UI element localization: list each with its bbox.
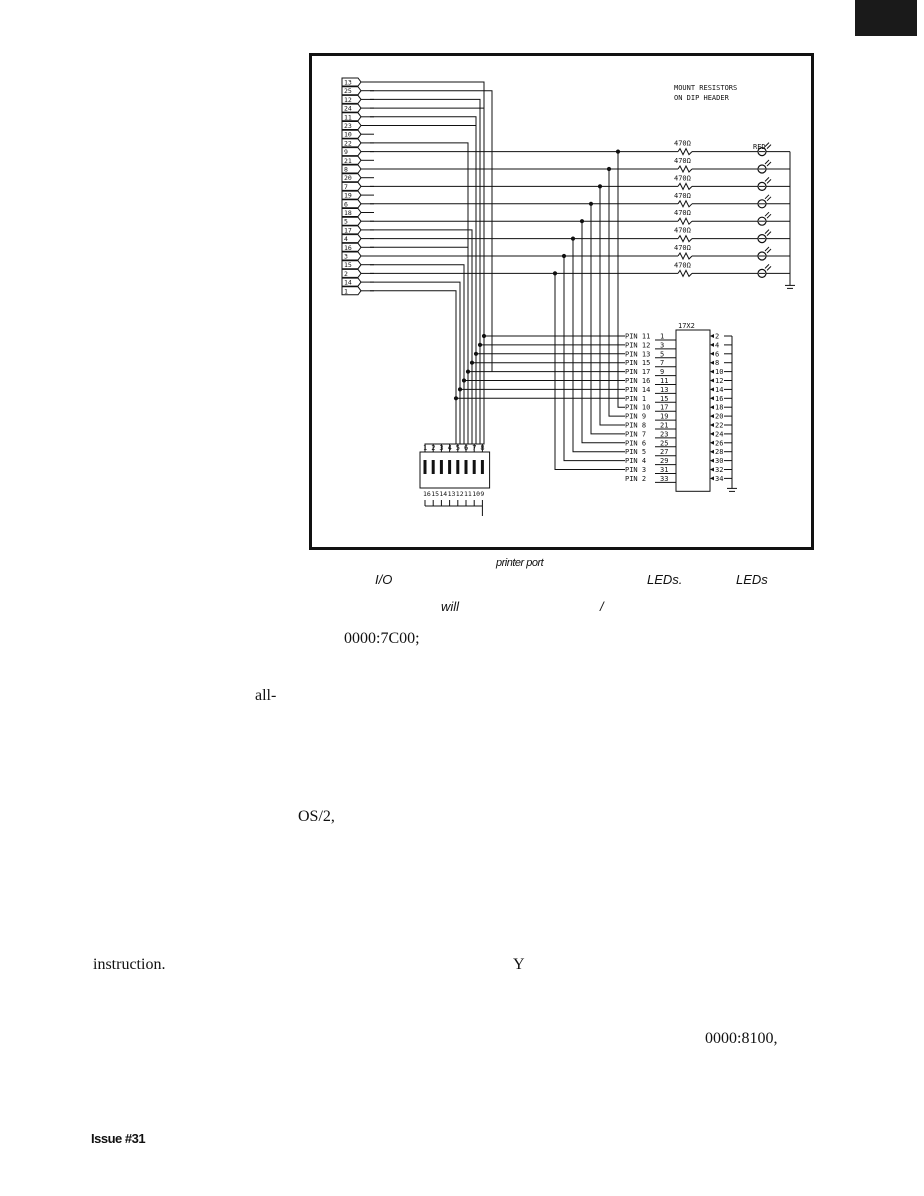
header-left-label: PIN 4 [625,457,647,466]
dip-switch-lever [456,460,459,474]
led-arrow [765,230,769,234]
connector-pin-number: 21 [344,156,352,165]
header-pin-tick [710,476,714,480]
resistor-value-label: 470Ω [674,139,691,148]
connector-pin-number: 7 [344,182,348,191]
connector-pin-number: 24 [344,104,352,113]
resistor-value-label: 470Ω [674,226,691,235]
led-arrow [765,264,769,268]
dip-bottom-number: 14 [439,490,448,498]
connector-pin-number: 13 [344,78,352,87]
header-left-label: PIN 10 [625,403,651,412]
caption-leds-2: LEDs [736,572,768,587]
header-pin-tick [710,361,714,365]
resistor [678,236,692,242]
header-left-label: PIN 8 [625,421,647,430]
connector-pin-number: 25 [344,87,352,96]
dip-bottom-number: 13 [447,490,456,498]
led-arrow [765,247,769,251]
junction-dot [478,343,481,346]
connector-pin-number: 6 [344,200,348,209]
header-left-label: PIN 7 [625,430,647,439]
junction-dot [470,361,473,364]
dip-switch-lever [481,460,484,474]
text-all: all- [255,687,277,704]
connector-pin-number: 3 [344,252,348,261]
dip-header-17x2 [625,330,737,491]
resistor [678,253,692,259]
led-arrow [767,214,771,218]
dip-switch [420,444,490,516]
header-pin-tick [710,387,714,391]
dip-switch-lever [440,460,443,474]
header-pin-tick [710,459,714,463]
dip-top-number: 1 [423,444,428,452]
header-odd-number: 13 [660,385,669,394]
header-type-label: 17X2 [678,322,695,330]
led-arrow [767,249,771,253]
resistor-value-label: 470Ω [674,261,691,270]
connector-pin-number: 17 [344,226,352,235]
header-left-label: PIN 15 [625,359,651,368]
control-line [370,143,468,398]
header-left-label: PIN 9 [625,412,647,421]
dip-top-number: 3 [439,444,444,452]
dip-bottom-number: 10 [472,490,481,498]
header-pin-tick [710,468,714,472]
schematic-text-layer [674,84,766,330]
resistor-value-label: 470Ω [674,157,691,165]
input-line [370,265,469,452]
header-odd-number: 31 [660,466,669,474]
header-left-label: PIN 3 [625,466,647,474]
header-left-label: PIN 1 [625,394,647,403]
connector-pin-number: 5 [344,217,348,226]
mount-note-line1: MOUNT RESISTORS [674,84,738,92]
connector-pin-number: 20 [344,174,352,183]
dip-bottom-number: 9 [480,490,485,498]
header-pin-tick [710,396,714,400]
dip-top-number: 6 [464,444,469,452]
dip-top-number: 7 [472,444,477,452]
caption-slash: / [600,599,604,614]
header-pin-tick [710,423,714,427]
header-odd-number: 1 [660,332,665,341]
schematic-svg [312,56,811,547]
junction-dot [462,379,465,382]
data-to-header [618,152,625,408]
led-color-label: RED [753,143,766,151]
corner-logo-block [855,0,917,36]
dip-top-number: 5 [455,444,461,452]
resistor [678,218,692,224]
input-line [370,230,472,452]
connector-pin-number: 19 [344,191,352,200]
footer-issue-number: Issue #31 [91,1131,146,1146]
text-os2: OS/2, [298,808,335,825]
led-arrow [767,266,771,270]
header-pin-tick [710,414,714,418]
header-odd-number: 3 [660,341,665,350]
led-arrow [765,195,769,199]
header-pin-tick [710,352,714,356]
dip-switch-lever [473,460,476,474]
resistor [678,149,692,155]
connector-pin-number: 22 [344,139,352,148]
led-arrow [767,179,771,183]
header-even-number: 34 [715,474,724,483]
resistor-value-label: 470Ω [674,209,691,218]
connector-pin-number: 10 [344,130,352,139]
led-arrow [767,145,771,149]
text-address-7c00: 0000:7C00; [344,630,420,647]
connector-pin-number: 4 [344,235,348,244]
resistor [678,183,692,189]
resistor [678,201,692,207]
header-even-number: 32 [715,466,724,474]
header-even-number: 30 [715,457,724,466]
header-pin-tick [710,370,714,374]
resistor [678,166,692,172]
header-odd-number: 21 [660,421,669,430]
connector-pin-number: 14 [344,278,352,287]
header-even-number: 14 [715,385,724,394]
header-pin-tick [710,450,714,454]
header-left-label: PIN 12 [625,341,651,350]
connector-pin-number: 18 [344,209,352,217]
wire-layer [370,82,790,470]
header-odd-number: 19 [660,412,669,421]
caption-leds-1: LEDs. [647,572,683,587]
led-arrow [767,197,771,201]
header-odd-number: 25 [660,439,669,448]
dip-top-number: 2 [431,444,436,452]
connector-pin-number: 11 [344,113,352,122]
resistor-value-label: 470Ω [674,174,691,183]
header-even-number: 20 [715,412,724,421]
resistor-value-label: 470Ω [674,244,691,252]
dip-top-number: 8 [480,444,485,452]
header-even-number: 4 [715,341,720,350]
header-even-number: 22 [715,421,724,430]
header-even-number: 18 [715,403,724,412]
header-odd-number: 11 [660,377,669,385]
connector-pin-number: 15 [344,261,352,270]
caption-printer-port: printer port [496,557,544,569]
led-arrow [767,232,771,236]
header-left-label: PIN 6 [625,439,647,448]
header-pin-tick [710,441,714,445]
header-even-number: 10 [715,368,724,377]
header-left-label: PIN 13 [625,350,651,359]
dip-switch-lever [465,460,468,474]
junction-dot [454,397,457,400]
input-line [370,291,485,452]
header-odd-number: 7 [660,359,665,368]
junction-dot [458,388,461,391]
header-odd-number: 27 [660,448,669,457]
connector-pin-number: 16 [344,243,352,252]
connector-pin-number: 2 [344,269,348,278]
text-instruction: instruction. [93,956,166,973]
dip-bottom-number: 11 [464,490,472,498]
header-pin-tick [710,379,714,383]
data-to-header [582,221,625,443]
data-to-header [609,169,625,416]
connector-pin-number: 1 [344,287,348,296]
led-arrow [765,160,769,164]
header-odd-number: 29 [660,457,669,466]
resistor [678,270,692,276]
control-line [370,91,492,372]
dip-switch-lever [448,460,451,474]
header-odd-number: 9 [660,368,665,377]
printer-connector [342,78,374,295]
mount-note-line2: ON DIP HEADER [674,94,729,102]
connector-pin-number: 23 [344,122,352,130]
header-even-number: 2 [715,332,720,341]
header-even-number: 12 [715,377,724,385]
header-odd-number: 15 [660,394,669,403]
header-pin-tick [710,432,714,436]
resistor-value-label: 470Ω [674,191,691,200]
header-pin-tick [710,343,714,347]
header-left-label: PIN 5 [625,448,647,457]
dip-bottom-number: 16 [423,490,431,498]
header-even-number: 24 [715,430,724,439]
header-even-number: 8 [715,359,720,368]
input-line [370,282,477,452]
header-left-label: PIN 17 [625,368,651,377]
header-even-number: 16 [715,394,724,403]
control-line [370,108,484,380]
input-line [370,82,484,452]
header-left-label: PIN 11 [625,332,651,341]
header-left-label: PIN 14 [625,385,651,394]
header-pin-tick [710,405,714,409]
header-even-number: 28 [715,448,724,457]
connector-pin-number: 9 [344,148,348,157]
connector-pin-number: 8 [344,165,348,174]
dip-switch-lever [432,460,435,474]
connector-pin-number: 12 [344,95,352,104]
header-odd-number: 23 [660,430,669,439]
caption-will: will [441,599,460,614]
header-even-number: 6 [715,350,720,359]
caption-io: I/O [375,572,393,587]
header-odd-number: 17 [660,403,669,412]
header-even-number: 26 [715,439,724,448]
text-y: Y [513,956,525,973]
header-odd-number: 5 [660,350,665,359]
dip-switch-lever [424,460,427,474]
input-line [370,247,468,452]
dip-bottom-number: 15 [431,490,440,498]
dip-body [420,452,490,488]
led-arrow [765,177,769,181]
text-address-8100: 0000:8100, [705,1030,778,1047]
header-left-label: PIN 2 [625,474,647,483]
header-odd-number: 33 [660,474,669,483]
schematic-diagram [309,53,814,550]
header-body [676,330,710,491]
led-arrow [767,162,771,166]
dip-bottom-number: 12 [455,490,464,498]
dip-top-number: 4 [447,444,452,452]
header-pin-tick [710,334,714,338]
header-left-label: PIN 16 [625,377,651,385]
led-array [674,140,795,289]
led-arrow [765,212,769,216]
